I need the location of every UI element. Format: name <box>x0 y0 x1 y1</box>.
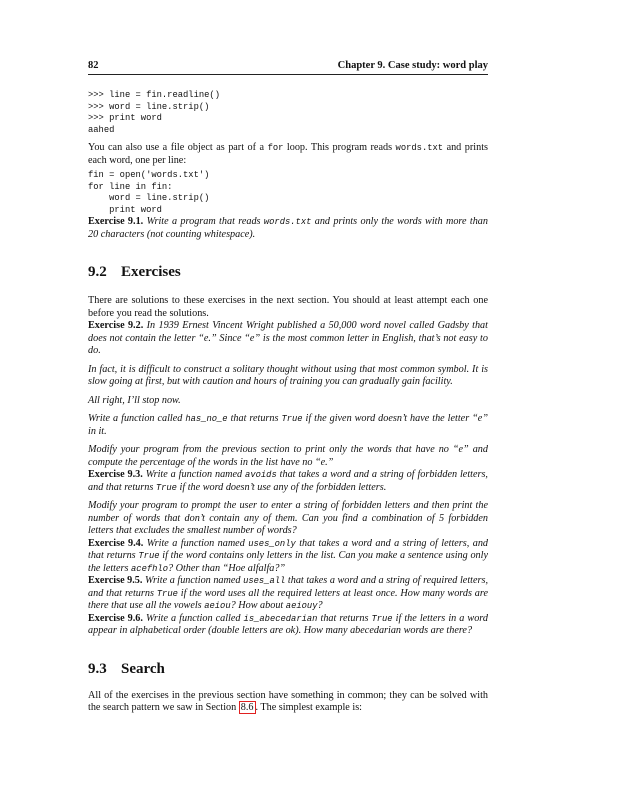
text: if the word uses all the required letters at least once. How many words are there that use all the vowels <box>88 587 488 611</box>
exercise-9-2-para-4 <box>88 413 488 438</box>
inline-code: acefhlo <box>131 563 168 574</box>
inline-code: has_no_e <box>185 414 228 424</box>
inline-code: True <box>155 482 177 493</box>
inline-code: is_abecedarian <box>243 613 318 624</box>
text: You can also use a file object as part of a <box>88 142 268 153</box>
code-block-readline: >>> line = fin.readline() >>> word = line.strip() >>> print word aahed <box>88 90 220 135</box>
page-content <box>88 90 488 715</box>
text: In 1939 Ernest Vincent Wright published a 50,000 word novel called Gadsby that does not contain the letter “e.” Since “e” is the most common letter in English, that’s not easy to do. <box>88 320 488 356</box>
text: . The simplest example is: <box>255 702 362 713</box>
page-header <box>88 58 488 75</box>
text: All of the exercises in the previous section have something in common; they can be solved with the search pattern we saw in Section <box>88 689 488 713</box>
inline-code: True <box>138 551 160 561</box>
inline-code: uses_all <box>243 576 286 586</box>
text: ? <box>317 600 323 611</box>
text: Write a function called <box>142 612 244 624</box>
exercise-label: Exercise 9.4. <box>88 537 144 549</box>
text: that takes a word and a string of letters, and that returns <box>88 537 489 561</box>
text: and prints each word, one per line: <box>88 142 488 166</box>
inline-code: words.txt <box>395 143 444 153</box>
code-block-for-loop: fin = open('words.txt') for line in fin: word = line.strip() print word <box>88 170 210 215</box>
text: if the word contains only letters in the list. Can you make a sentence using only the letters <box>88 550 489 574</box>
text: Write a function named <box>142 575 244 586</box>
exercise-9-2-para-5: Modify your program from the previous section to print only the words that have no “e” and compute the percentage of the words in the list have no “e.” <box>88 444 488 468</box>
text: that takes a word and a string of required letters, and that returns <box>88 575 488 599</box>
chapter-title: Chapter 9. Case study: word play <box>337 60 488 71</box>
inline-code: True <box>371 613 393 624</box>
text: if the given word doesn’t have the letter “e” in it. <box>88 413 488 437</box>
exercise-9-2-para-2: In fact, it is difficult to construct a solitary thought without using that most common symbol. It is slow going at first, but with caution and hours of training you can gradually gain facility. <box>88 363 488 387</box>
text: Write a function named <box>143 537 249 549</box>
inline-code: uses_only <box>248 538 296 549</box>
exercises-intro: There are solutions to these exercises in the next section. You should at least attempt each one before you read the solutions. <box>88 295 488 319</box>
section-reference-link[interactable]: 8.6 <box>240 702 254 713</box>
exercise-label: Exercise 9.3. <box>88 469 143 480</box>
inline-code: for <box>267 143 284 153</box>
text: that returns <box>317 612 372 624</box>
section-number: 9.2 <box>88 264 107 280</box>
inline-code: words.txt <box>263 217 312 227</box>
text: if the word doesn’t use any of the forbidden letters. <box>176 481 387 493</box>
exercise-9-5 <box>88 575 488 613</box>
exercise-9-2-para-3: All right, I’ll stop now. <box>88 394 181 406</box>
exercise-label: Exercise 9.1. <box>88 216 144 227</box>
section-heading-9-3 <box>88 660 488 678</box>
exercise-9-6 <box>88 613 488 638</box>
section-number: 9.3 <box>88 660 107 677</box>
exercise-label: Exercise 9.6. <box>88 612 143 624</box>
inline-code: True <box>156 588 178 599</box>
search-intro <box>88 690 488 715</box>
inline-code: avoids <box>245 470 277 480</box>
section-title: Exercises <box>121 264 181 280</box>
exercise-9-2 <box>88 320 488 358</box>
text: that takes a word and a string of forbidden letters, and that returns <box>88 469 488 493</box>
text: ? Other than “Hoe alfalfa?” <box>167 562 286 574</box>
exercise-label: Exercise 9.2. <box>88 320 144 331</box>
exercise-9-3-para-2: Modify your program to prompt the user to enter a string of forbidden letters and then print the number of words that don’t contain any of them. Can you find a combination of 5 forbidden letters that excludes the smallest number of words? <box>88 500 488 536</box>
text: Write a program that reads <box>143 216 264 227</box>
inline-code: aeiou <box>204 601 231 611</box>
exercise-label: Exercise 9.5. <box>88 575 143 586</box>
text: Write a function called <box>88 413 186 424</box>
section-title: Search <box>121 660 165 677</box>
paragraph-for-loop <box>88 142 488 167</box>
text: Write a function named <box>142 469 246 480</box>
text: loop. This program reads <box>283 142 396 153</box>
text: if the letters in a word appear in alphabetical order (double letters are ok). How many abecedarian words are there? <box>88 612 488 636</box>
page-number: 82 <box>88 60 99 71</box>
text: and prints only the words with more than 20 characters (not counting whitespace). <box>88 216 488 240</box>
section-heading-9-2 <box>88 263 488 281</box>
exercise-9-4 <box>88 538 488 576</box>
exercise-9-1 <box>88 216 488 241</box>
exercise-9-3 <box>88 469 488 494</box>
text: ? How about <box>230 600 286 611</box>
text: that returns <box>227 413 282 424</box>
inline-code: True <box>281 414 303 424</box>
inline-code: aeiouy <box>285 601 318 611</box>
